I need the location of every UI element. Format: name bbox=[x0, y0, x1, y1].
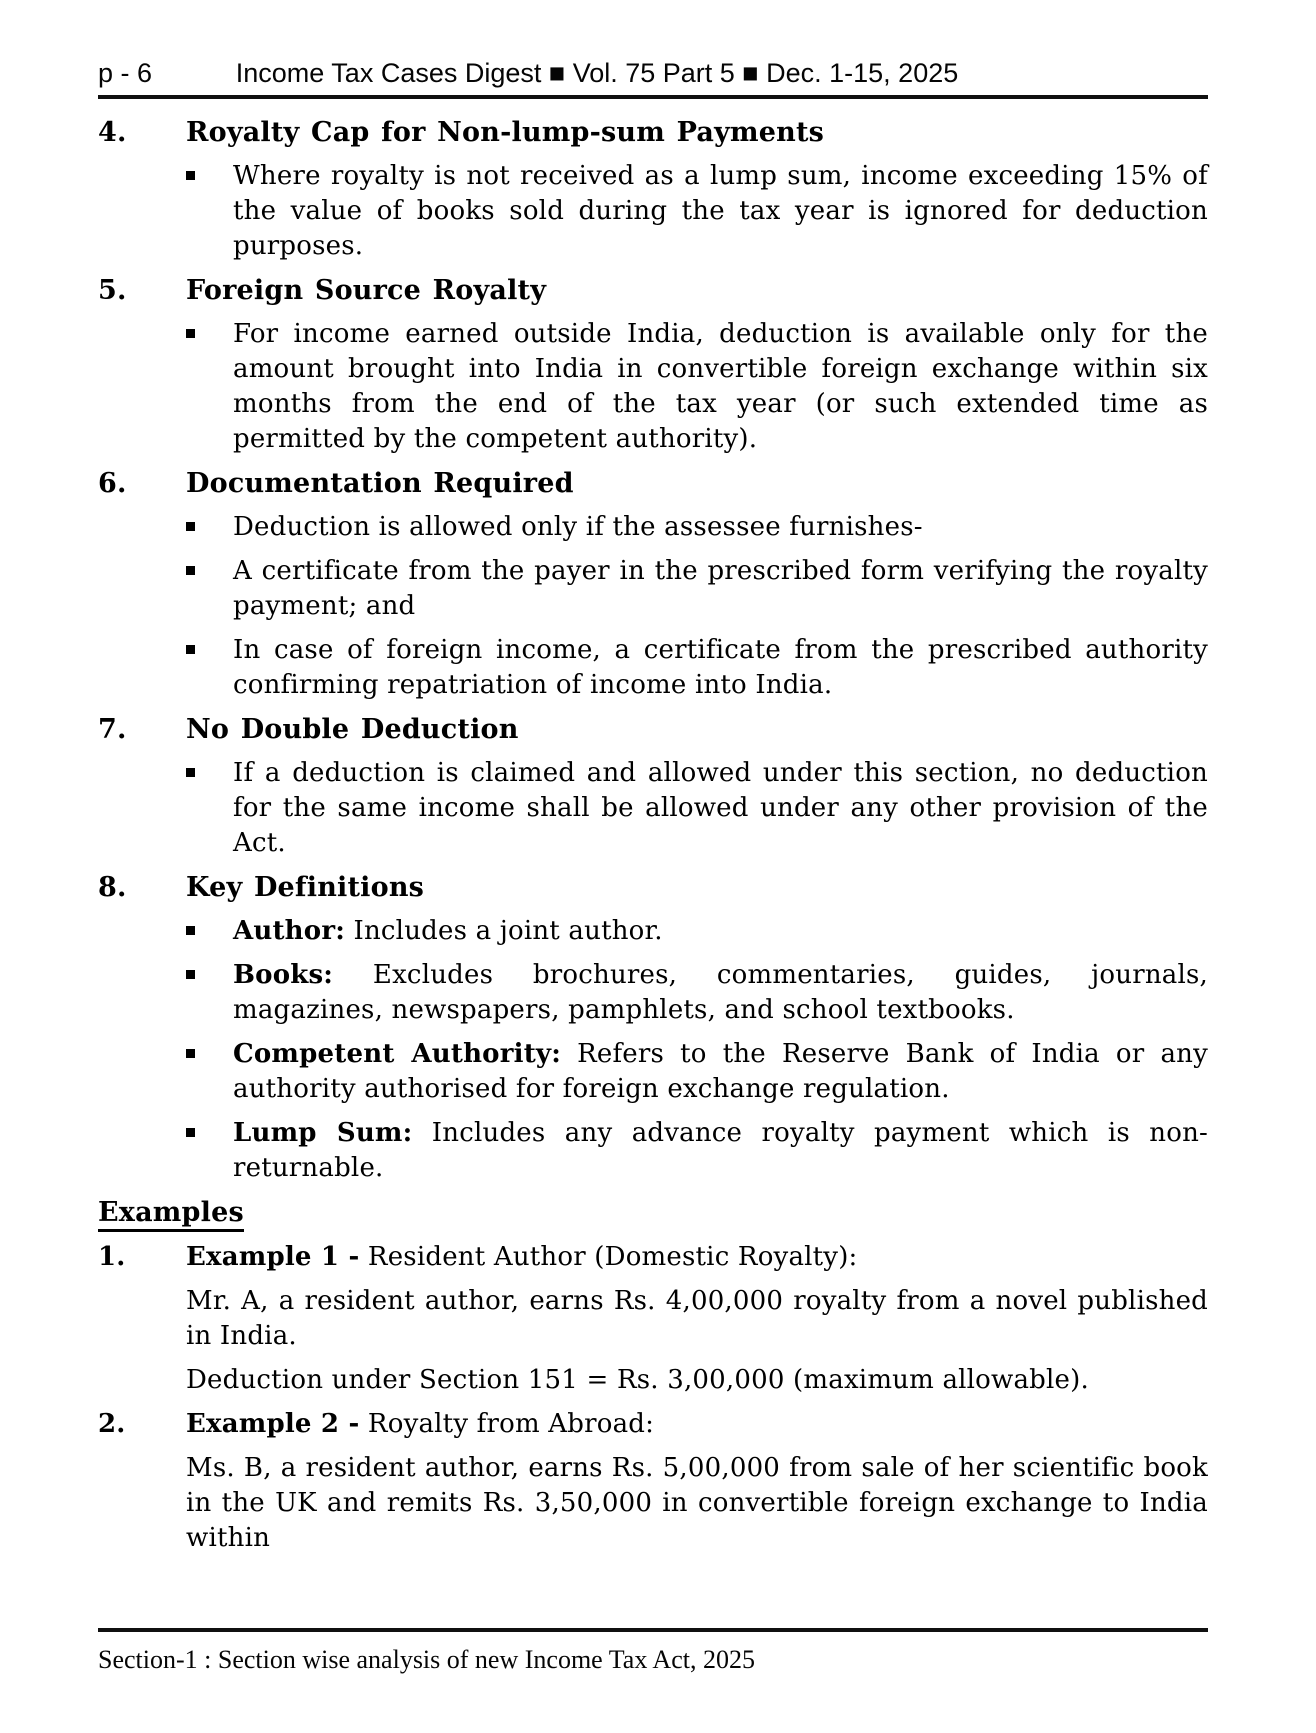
example-paragraph: Mr. A, a resident author, earns Rs. 4,00,000 royalty from a novel published in India. bbox=[186, 1286, 1208, 1351]
list-item bbox=[186, 510, 1208, 545]
section-4 bbox=[98, 115, 1208, 264]
header-rule bbox=[98, 95, 1208, 99]
section-number: 5. bbox=[98, 275, 127, 306]
definition-text bbox=[233, 914, 1208, 949]
section-number: 7. bbox=[98, 714, 127, 745]
running-title: Income Tax Cases Digest ■ Vol. 75 Part 5 ■ Dec. 1-15, 2025 bbox=[235, 58, 959, 88]
example-paragraph: Ms. B, a resident author, earns Rs. 5,00,000 from sale of her scientific book in the UK and remits Rs. 3,50,000 in convertible foreign exchange to India within bbox=[186, 1453, 1208, 1553]
bullet-square-icon bbox=[186, 522, 195, 531]
section-title: Royalty Cap for Non-lump-sum Payments bbox=[186, 117, 825, 148]
list-item bbox=[186, 914, 1208, 949]
definition-term: Books: bbox=[233, 960, 334, 990]
bullet-square-icon bbox=[186, 970, 195, 979]
definition-text bbox=[233, 1116, 1208, 1186]
section-7 bbox=[98, 712, 1208, 861]
example-heading bbox=[98, 1407, 1208, 1442]
bullet-square-icon bbox=[186, 329, 195, 338]
page-footer bbox=[98, 1628, 1208, 1675]
section-heading bbox=[98, 466, 1208, 501]
list-item bbox=[186, 958, 1208, 1028]
list-item bbox=[186, 756, 1208, 861]
definition-term: Lump Sum: bbox=[233, 1118, 413, 1148]
section-title: Key Definitions bbox=[186, 872, 425, 903]
bullet-text: Where royalty is not received as a lump sum, income exceeding 15% of the value of books sold during the tax year is ignored for deduction purposes. bbox=[233, 161, 1208, 261]
example-heading bbox=[98, 1240, 1208, 1275]
page-content bbox=[98, 0, 1208, 1565]
page-body bbox=[98, 115, 1208, 1556]
definition-body: Includes any advance royalty payment which is non-returnable. bbox=[233, 1118, 1209, 1183]
footer-text: Section-1 : Section wise analysis of new Income Tax Act, 2025 bbox=[98, 1645, 755, 1674]
bullet-text: For income earned outside India, deduction is available only for the amount brought into India in convertible foreign exchange within six months from the end of the tax year (or such extended time as permitted by the competent authority). bbox=[233, 319, 1208, 454]
list-item bbox=[186, 1037, 1208, 1107]
definition-term: Author: bbox=[233, 916, 346, 946]
section-heading bbox=[98, 712, 1208, 747]
bullet-square-icon bbox=[186, 171, 195, 180]
bullet-text: In case of foreign income, a certificate from the prescribed authority confirming repatriation of income into India. bbox=[233, 635, 1208, 700]
definition-body: Includes a joint author. bbox=[345, 916, 663, 946]
bullet-square-icon bbox=[186, 1128, 195, 1137]
page-number: p - 6 bbox=[98, 58, 153, 88]
bullet-square-icon bbox=[186, 566, 195, 575]
list-item bbox=[186, 1116, 1208, 1186]
section-number: 4. bbox=[98, 117, 127, 148]
example-paragraph: Deduction under Section 151 = Rs. 3,00,000 (maximum allowable). bbox=[186, 1365, 1089, 1395]
list-item bbox=[186, 633, 1208, 703]
definition-body: Refers to the Reserve Bank of India or any authority authorised for foreign exchange regulation. bbox=[233, 1039, 1209, 1104]
bullet-square-icon bbox=[186, 645, 195, 654]
bullet-text: A certificate from the payer in the prescribed form verifying the royalty payment; and bbox=[233, 556, 1208, 621]
bullet-square-icon bbox=[186, 1049, 195, 1058]
definition-text bbox=[233, 1037, 1208, 1107]
section-6 bbox=[98, 466, 1208, 703]
bullet-square-icon bbox=[186, 926, 195, 935]
list-item bbox=[186, 554, 1208, 624]
list-item bbox=[186, 159, 1208, 264]
example-title: Example 2 - Royalty from Abroad: bbox=[186, 1409, 655, 1439]
section-8 bbox=[98, 870, 1208, 1186]
section-heading bbox=[98, 115, 1208, 150]
bullet-text: If a deduction is claimed and allowed under this section, no deduction for the same income shall be allowed under any other provision of the Act. bbox=[233, 758, 1208, 858]
section-title: Foreign Source Royalty bbox=[186, 275, 547, 306]
definition-term: Competent Authority: bbox=[233, 1039, 562, 1069]
section-heading bbox=[98, 870, 1208, 905]
definition-body: Excludes brochures, commentaries, guides, journals, magazines, newspapers, pamphlets, and school textbooks. bbox=[233, 960, 1208, 1025]
example-number: 1. bbox=[98, 1242, 126, 1272]
section-title: No Double Deduction bbox=[186, 714, 519, 745]
examples-heading: Examples bbox=[98, 1195, 1208, 1230]
running-header bbox=[98, 56, 1208, 90]
section-number: 6. bbox=[98, 468, 127, 499]
bullet-square-icon bbox=[186, 768, 195, 777]
section-heading bbox=[98, 273, 1208, 308]
example-number: 2. bbox=[98, 1409, 126, 1439]
example-1 bbox=[98, 1240, 1208, 1398]
definition-text bbox=[233, 958, 1208, 1028]
section-number: 8. bbox=[98, 872, 127, 903]
footer-rule bbox=[98, 1628, 1208, 1632]
section-title: Documentation Required bbox=[186, 468, 574, 499]
list-item bbox=[186, 317, 1208, 457]
example-2 bbox=[98, 1407, 1208, 1556]
example-title: Example 1 - Resident Author (Domestic Royalty): bbox=[186, 1242, 858, 1272]
bullet-text: Deduction is allowed only if the assessee furnishes- bbox=[233, 512, 923, 542]
section-5 bbox=[98, 273, 1208, 457]
